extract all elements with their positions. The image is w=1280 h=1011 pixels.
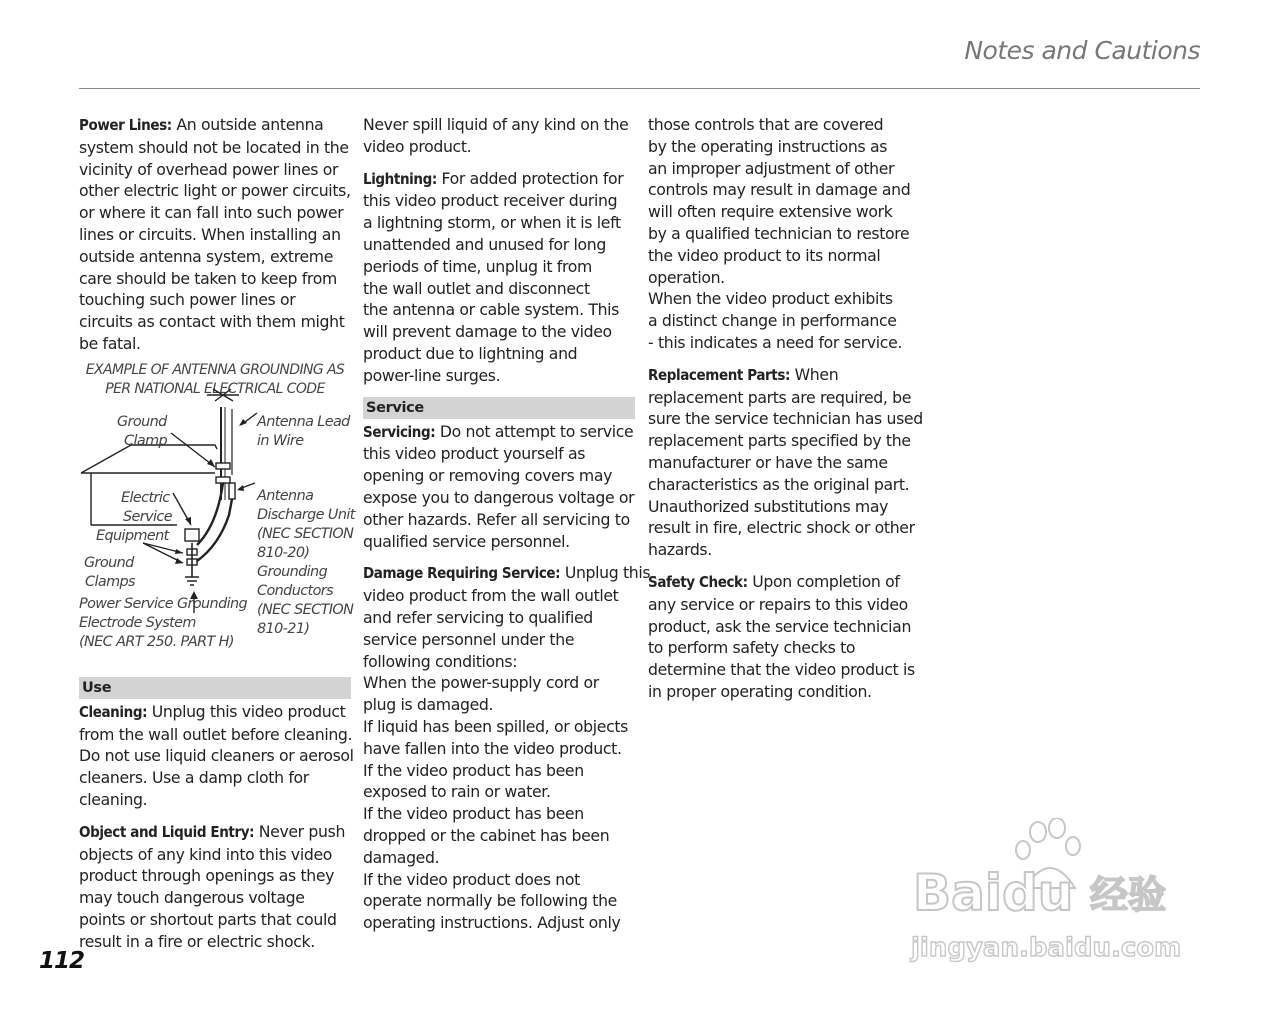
paragraph-line: replacement parts specified by the: [648, 431, 911, 451]
paragraph-line: If the video product does not: [363, 869, 580, 889]
paragraph-line: damaged.: [363, 847, 440, 867]
column-2: [363, 114, 651, 944]
section-heading-use: Use: [79, 677, 351, 699]
label-ground-clamps-2: Clamps: [85, 573, 135, 590]
paragraph-line: in proper operating condition.: [648, 681, 872, 701]
power-lines-paragraph: [79, 114, 351, 355]
paragraph-line: a distinct change in performance: [648, 311, 897, 331]
object-liquid-paragraph: [79, 821, 351, 953]
paragraph-line: an improper adjustment of other: [648, 158, 895, 178]
cleaning-lead: Cleaning:: [79, 702, 148, 721]
paragraph-line: system should not be located in the: [79, 137, 349, 157]
paragraph-line: - this indicates a need for service.: [648, 332, 903, 352]
paragraph-line: points or shortout parts that could: [79, 909, 337, 929]
paragraph-line: When the power-supply cord or: [363, 673, 599, 693]
diagram-caption-line2: PER NATIONAL ELECTRICAL CODE: [105, 380, 325, 397]
servicing-paragraph: [363, 421, 635, 553]
label-power-service-2: Electrode System: [79, 614, 196, 631]
paragraph-line: sure the service technician has used: [648, 409, 923, 429]
replacement-paragraph: [648, 364, 923, 561]
paragraph-line: from the wall outlet before cleaning.: [79, 724, 353, 744]
paragraph-line: care should be taken to keep from: [79, 268, 337, 288]
label-ground-clamp-2: Clamp: [124, 432, 168, 449]
column-3: [648, 114, 923, 713]
damage-lead: Damage Requiring Service:: [363, 564, 561, 583]
paragraph-line: by the operating instructions as: [648, 136, 888, 156]
paragraph-line: expose you to dangerous voltage or: [363, 487, 635, 507]
paragraph-line: exposed to rain or water.: [363, 782, 551, 802]
watermark-brand: Baidu: [913, 864, 1074, 922]
paragraph-line: unattended and unused for long: [363, 234, 606, 254]
paragraph-line: video product.: [363, 136, 472, 156]
object-liquid-lead: Object and Liquid Entry:: [79, 822, 255, 841]
paragraph-line: any service or repairs to this video: [648, 594, 908, 614]
paragraph-line: will often require extensive work: [648, 202, 893, 222]
paragraph-line: result in fire, electric shock or other: [648, 518, 915, 538]
paragraph-line: this video product yourself as: [363, 444, 586, 464]
paragraph-line: determine that the video product is: [648, 660, 915, 680]
paragraph-line: operate normally be following the: [363, 891, 617, 911]
paragraph-line: following conditions:: [363, 651, 518, 671]
safety-paragraph: [648, 571, 920, 703]
paragraph-line: controls may result in damage and: [648, 180, 911, 200]
label-conductors-3: (NEC SECTION: [257, 601, 354, 618]
paragraph-line: When the video product exhibits: [648, 289, 893, 309]
label-antenna-lead-2: in Wire: [257, 432, 304, 449]
lightning-lead: Lightning:: [363, 169, 437, 188]
paragraph-line: opening or removing covers may: [363, 466, 613, 486]
paragraph-line: lines or circuits. When installing an: [79, 224, 341, 244]
header-divider: [79, 88, 1200, 89]
paragraph-line: service personnel under the: [363, 629, 575, 649]
paragraph-line: qualified service personnel.: [363, 531, 570, 551]
paragraph-line: operating instructions. Adjust only: [363, 913, 621, 933]
spill-paragraph: [363, 114, 635, 158]
safety-lead: Safety Check:: [648, 572, 748, 591]
paragraph-line: circuits as contact with them might: [79, 312, 345, 332]
paragraph-line: For added protection for: [436, 168, 624, 188]
paragraph-line: the video product to its normal: [648, 245, 881, 265]
paragraph-line: be fatal.: [79, 333, 141, 353]
antenna-grounding-diagram: [79, 361, 355, 665]
paragraph-line: Unplug this video product: [147, 701, 346, 721]
servicing-lead: Servicing:: [363, 422, 436, 441]
paragraph-line: by a qualified technician to restore: [648, 223, 910, 243]
paragraph-line: other electric light or power circuits,: [79, 181, 351, 201]
paragraph-line: hazards.: [648, 540, 712, 560]
label-discharge-2: Discharge Unit: [257, 506, 355, 523]
section-heading-service: Service: [363, 397, 635, 419]
paragraph-line: product through openings as they: [79, 866, 335, 886]
paragraph-line: and refer servicing to qualified: [363, 607, 593, 627]
paragraph-line: or where it can fall into such power: [79, 203, 344, 223]
baidu-jingyan-watermark: [905, 818, 1205, 968]
paragraph-line: If liquid has been spilled, or objects: [363, 716, 629, 736]
page-header-title: Notes and Cautions: [964, 36, 1200, 65]
paragraph-line: operation.: [648, 267, 725, 287]
diagram-caption-line1: EXAMPLE OF ANTENNA GROUNDING AS: [85, 361, 345, 378]
lightning-paragraph: [363, 168, 635, 387]
paragraph-line: Never push: [254, 821, 346, 841]
label-electric-3: Equipment: [96, 527, 169, 544]
paragraph-line: Unplug this: [560, 563, 651, 583]
paragraph-line: If the video product has been: [363, 760, 584, 780]
label-ground-clamps-1: Ground: [84, 554, 134, 571]
label-conductors-2: Conductors: [257, 582, 334, 599]
paragraph-line: the antenna or cable system. This: [363, 300, 619, 320]
paragraph-line: to perform safety checks to: [648, 638, 856, 658]
cleaning-paragraph: [79, 701, 354, 811]
label-antenna-lead-1: Antenna Lead: [257, 413, 350, 430]
label-conductors-1: Grounding: [257, 563, 328, 580]
paragraph-line: dropped or the cabinet has been: [363, 825, 610, 845]
page-number: 112: [39, 948, 85, 974]
paragraph-line: Unauthorized substitutions may: [648, 496, 889, 516]
controls-paragraph: [648, 114, 920, 354]
paragraph-line: When: [790, 364, 839, 384]
paragraph-line: product due to lightning and: [363, 343, 578, 363]
paragraph-line: the wall outlet and disconnect: [363, 278, 590, 298]
paragraph-line: result in a fire or electric shock.: [79, 931, 315, 951]
paragraph-line: other hazards. Refer all servicing to: [363, 509, 630, 529]
paragraph-line: cleaners. Use a damp cloth for: [79, 768, 309, 788]
paragraph-line: power-line surges.: [363, 365, 501, 385]
paragraph-line: An outside antenna: [171, 115, 324, 134]
label-conductors-4: 810-21): [257, 620, 310, 637]
paragraph-line: a lightning storm, or when it is left: [363, 213, 621, 233]
paragraph-line: characteristics as the original part.: [648, 474, 910, 494]
paragraph-line: product, ask the service technician: [648, 616, 912, 636]
label-discharge-4: 810-20): [257, 544, 310, 561]
label-power-service-1: Power Service Grounding: [79, 595, 248, 612]
paragraph-line: Do not attempt to service: [435, 421, 634, 441]
paragraph-line: Do not use liquid cleaners or aerosol: [79, 746, 354, 766]
paragraph-line: will prevent damage to the video: [363, 322, 612, 342]
paragraph-line: objects of any kind into this video: [79, 844, 333, 864]
damage-paragraph: [363, 562, 651, 934]
watermark-brand-suffix: 经验: [1090, 873, 1167, 917]
paragraph-line: those controls that are covered: [648, 115, 884, 134]
column-1: [79, 114, 355, 963]
label-electric-2: Service: [123, 508, 172, 525]
paragraph-line: have fallen into the video product.: [363, 738, 622, 758]
paragraph-line: this video product receiver during: [363, 191, 618, 211]
paragraph-line: vicinity of overhead power lines or: [79, 159, 339, 179]
paragraph-line: may touch dangerous voltage: [79, 888, 305, 908]
paragraph-line: outside antenna system, extreme: [79, 246, 333, 266]
paragraph-line: cleaning.: [79, 789, 148, 809]
paragraph-line: manufacturer or have the same: [648, 452, 888, 472]
paragraph-line: touching such power lines or: [79, 290, 296, 310]
paragraph-line: plug is damaged.: [363, 695, 494, 715]
watermark-url: jingyan.baidu.com: [911, 933, 1182, 963]
paragraph-line: Upon completion of: [747, 571, 900, 591]
label-power-service-3: (NEC ART 250. PART H): [79, 633, 234, 650]
label-ground-clamp-1: Ground: [117, 413, 167, 430]
replacement-lead: Replacement Parts:: [648, 365, 790, 384]
paragraph-line: Never spill liquid of any kind on the: [363, 115, 629, 134]
paragraph-line: replacement parts are required, be: [648, 387, 912, 407]
label-discharge-1: Antenna: [257, 487, 314, 504]
power-lines-lead: Power Lines:: [79, 116, 172, 134]
paragraph-line: video product from the wall outlet: [363, 586, 619, 606]
label-discharge-3: (NEC SECTION: [257, 525, 354, 542]
paragraph-line: If the video product has been: [363, 804, 584, 824]
label-electric-1: Electric: [121, 489, 170, 506]
paragraph-line: periods of time, unplug it from: [363, 256, 592, 276]
